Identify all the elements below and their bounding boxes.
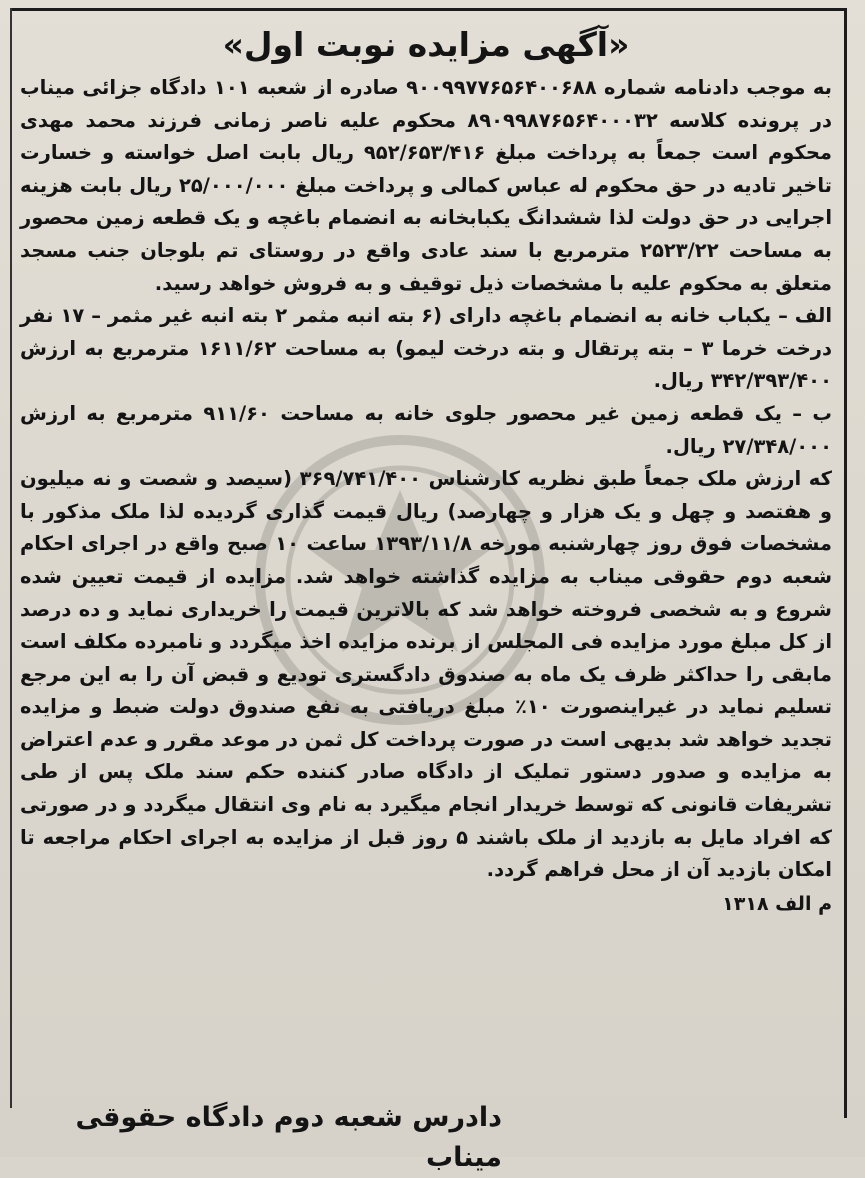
notice-paragraph-item-b: ب – یک قطعه زمین غیر محصور جلوی خانه به مساحت ۹۱۱/۶۰ مترمربع به ارزش ۲۷/۳۴۸/۰۰۰ ریال. — [20, 401, 832, 458]
notice-reference-number: م الف ۱۳۱۸ — [722, 892, 832, 915]
left-border-rule — [10, 8, 12, 1108]
right-border-rule — [844, 8, 847, 1118]
notice-paragraph-terms: که ارزش ملک جمعاً طبق نظریه کارشناس ۳۶۹/۷۴۱/۴۰۰ (سیصد و شصت و نه میلیون و هفتصد و چهل و یک هزار و چهارصد) ریال قیمت گذاری گردیده لذا ملک مذکور با مشخصات فوق روز چهارشنبه مورخه ۱۳۹۳/۱۱/۸ ساعت ۱۰ صبح واقع در اجرای احکام شعبه دوم حقوقی میناب به مزایده گذاشته خواهد شد. مزایده از قیمت تعیین شده شروع و به شخصی فروخته خواهد شد که بالاترین قیمت را خریداری نماید و ده درصد از کل مبلغ مورد مزایده فی المجلس از برنده مزایده اخذ میگردد و نامبرده مکلف است مابقی را حداکثر ظرف یک ماه به صندوق دادگستری تودیع و قبض آن را به این مرجع تسلیم نماید در غیراینصورت ۱۰٪ مبلغ دریافتی به نفع صندوق دولت ضبط و مزایده تجدید خواهد شد بدیهی است در صورت پرداخت کل ثمن در موعد مقرر و عدم اعتراض به مزایده و صدور دستور تملیک از دادگاه صادر کننده حکم سند ملک پس از طی تشریفات قانونی که توسط خریدار انجام میگیرد به نام وی انتقال میگردد و در صورتی که افراد مایل به بازدید از ملک باشند ۵ روز قبل از مزایده به اجرای احکام مراجعه تا امکان بازدید آن از محل فراهم گردد. — [20, 467, 833, 882]
auction-notice — [20, 22, 832, 921]
notice-signature: دادرس شعبه دوم دادگاه حقوقی میناب — [75, 1102, 502, 1173]
notice-paragraph-item-a: الف – یکباب خانه به انضمام باغچه دارای (۶ بته انبه مثمر ۲ بته انبه غیر مثمر – ۱۷ نفر درخت خرما ۳ – بته پرتقال و بته درخت لیمو) به مساحت ۱۶۱۱/۶۲ مترمربع به ارزش ۳۴۲/۳۹۳/۴۰۰ ریال. — [20, 304, 833, 393]
top-border-rule — [10, 8, 847, 11]
notice-paragraph-intro: به موجب دادنامه شماره ۹۰۰۹۹۷۷۶۵۶۴۰۰۶۸۸ صادره از شعبه ۱۰۱ دادگاه جزائی میناب در پرونده کلاسه ۸۹۰۹۹۸۷۶۵۶۴۰۰۰۳۲ محکوم علیه ناصر زمانی فرزند محمد مهدی محکوم است جمعاً به پرداخت مبلغ ۹۵۲/۶۵۳/۴۱۶ ریال بابت اصل خواسته و خسارت تاخیر تادیه در حق محکوم له عباس کمالی و پرداخت مبلغ ۲۵/۰۰۰/۰۰۰ ریال بابت هزینه اجرایی در حق دولت لذا ششدانگ یکبابخانه به انضمام باغچه و یک قطعه زمین محصور به مساحت ۲۵۲۳/۲۲ مترمربع با سند عادی واقع در روستای تم بلوجان جنب مسجد متعلق به محکوم علیه با مشخصات ذیل توقیف و به فروش خواهد رسید. — [20, 76, 833, 295]
notice-title: «آگهی مزایده نوبت اول» — [222, 25, 630, 64]
